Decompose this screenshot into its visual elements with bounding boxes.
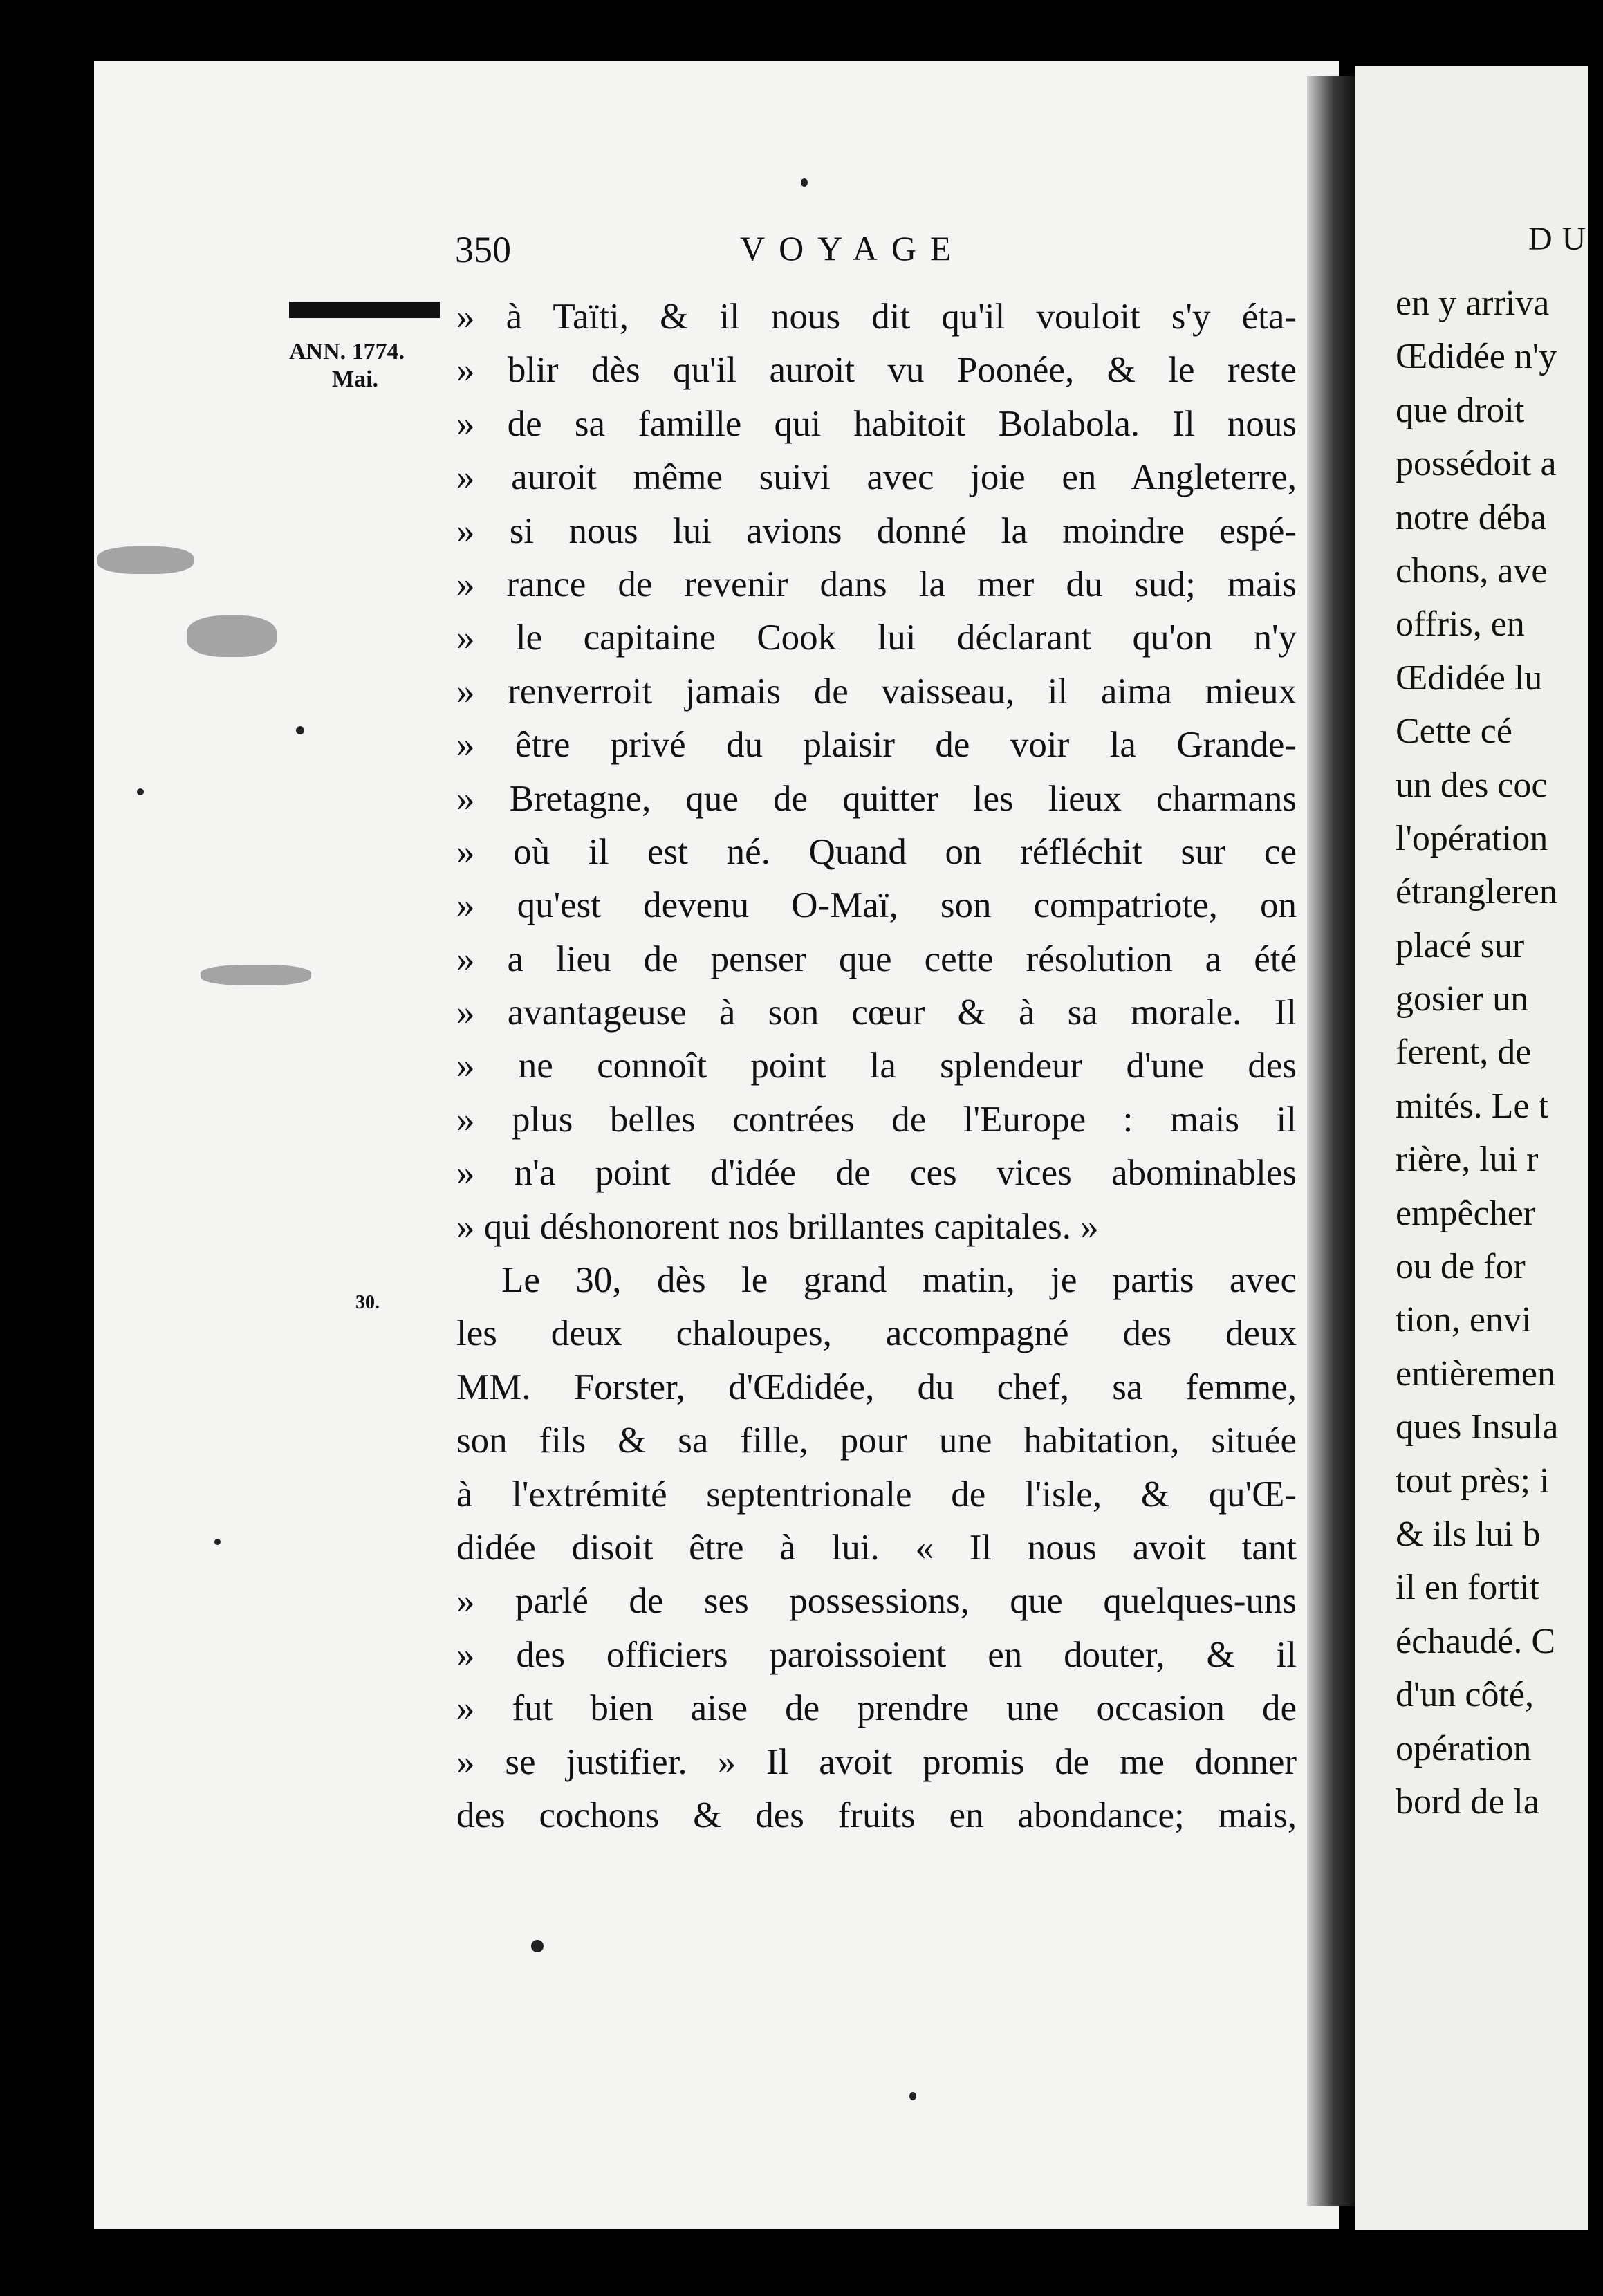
- ink-speck: [137, 788, 144, 795]
- text-line: » blir dès qu'il auroit vu Poonée, & le reste: [456, 350, 1297, 391]
- text-line: » avantageuse à son cœur & à sa morale. Il: [456, 992, 1297, 1033]
- ink-smudge: [187, 615, 277, 657]
- text-line: MM. Forster, d'Œdidée, du chef, sa femme,: [456, 1367, 1297, 1407]
- facing-text-line: bord de la: [1396, 1781, 1539, 1822]
- facing-page-text: [1396, 277, 1603, 1829]
- facing-text-line: empêcher: [1396, 1193, 1536, 1233]
- facing-text-line: mités. Le t: [1396, 1086, 1548, 1126]
- facing-running-title: DU: [1528, 221, 1596, 257]
- text-line: » plus belles contrées de l'Europe : mais il: [456, 1099, 1297, 1140]
- text-line: » le capitaine Cook lui déclarant qu'on n'y: [456, 618, 1297, 658]
- text-line: » ne connoît point la splendeur d'une des: [456, 1046, 1297, 1086]
- ink-speck: [296, 726, 304, 734]
- text-line: » être privé du plaisir de voir la Grande-: [456, 725, 1297, 766]
- margin-note-date: 30.: [355, 1292, 380, 1313]
- text-line: son fils & sa fille, pour une habitation, située: [456, 1420, 1297, 1461]
- ink-speck: [909, 2092, 916, 2100]
- text-line: » qui déshonorent nos brillantes capitales. »: [456, 1206, 1099, 1247]
- text-line: » se justifier. » Il avoit promis de me donner: [456, 1741, 1297, 1782]
- text-line: » parlé de ses possessions, que quelques-uns: [456, 1581, 1297, 1622]
- facing-text-line: ferent, de: [1396, 1033, 1532, 1073]
- facing-text-line: opération: [1396, 1728, 1532, 1768]
- text-line: » a lieu de penser que cette résolution a été: [456, 938, 1297, 979]
- text-line: des cochons & des fruits en abondance; mais,: [456, 1795, 1297, 1835]
- facing-text-line: tion, envi: [1396, 1300, 1532, 1340]
- facing-text-line: tout près; i: [1396, 1461, 1550, 1501]
- facing-text-line: entièremen: [1396, 1353, 1555, 1394]
- facing-text-line: chons, ave: [1396, 550, 1548, 591]
- text-line: » où il est né. Quand on réfléchit sur ce: [456, 831, 1297, 872]
- facing-text-line: Œdidée n'y: [1396, 337, 1557, 377]
- facing-text-line: ques Insula: [1396, 1407, 1559, 1447]
- facing-text-line: l'opération: [1396, 818, 1548, 858]
- facing-text-line: d'un côté,: [1396, 1675, 1534, 1715]
- ink-speck: [531, 1940, 544, 1952]
- text-line: » des officiers paroissoient en douter, & il: [456, 1634, 1297, 1675]
- text-line: » Bretagne, que de quitter les lieux charmans: [456, 778, 1297, 819]
- text-line: » renverroit jamais de vaisseau, il aima mieux: [456, 671, 1297, 712]
- text-line: didée disoit être à lui. « Il nous avoit tant: [456, 1527, 1297, 1568]
- facing-text-line: offris, en: [1396, 604, 1525, 645]
- text-line: » rance de revenir dans la mer du sud; mais: [456, 564, 1297, 604]
- text-line: » n'a point d'idée de ces vices abominables: [456, 1153, 1297, 1194]
- facing-text-line: possédoit a: [1396, 444, 1557, 484]
- facing-text-line: un des coc: [1396, 765, 1548, 805]
- facing-text-line: échaudé. C: [1396, 1621, 1556, 1661]
- facing-text-line: rière, lui r: [1396, 1140, 1539, 1180]
- ink-smudge: [201, 965, 311, 985]
- text-line: » à Taïti, & il nous dit qu'il vouloit s'y éta-: [456, 297, 1297, 337]
- facing-text-line: en y arriva: [1396, 284, 1550, 323]
- ink-smudge: [97, 546, 194, 574]
- ink-speck: [801, 178, 808, 187]
- margin-note-year: ANN. 1774.: [289, 339, 405, 364]
- text-line: » auroit même suivi avec joie en Angleterre,: [456, 457, 1297, 498]
- body-text: [456, 290, 1297, 1842]
- text-line: » si nous lui avions donné la moindre espé-: [456, 510, 1297, 551]
- facing-text-line: & ils lui b: [1396, 1514, 1541, 1554]
- facing-text-line: Œdidée lu: [1396, 658, 1543, 698]
- running-title: VOYAGE: [740, 229, 965, 268]
- facing-text-line: ou de for: [1396, 1247, 1526, 1287]
- facing-text-line: notre déba: [1396, 497, 1547, 537]
- text-line: » de sa famille qui habitoit Bolabola. Il nous: [456, 403, 1297, 444]
- text-line: à l'extrémité septentrionale de l'isle, & qu'Œ-: [456, 1474, 1297, 1515]
- ink-speck: [214, 1539, 221, 1545]
- page-number: 350: [455, 229, 511, 270]
- book-gutter: [1307, 76, 1355, 2206]
- paragraph-start-line: Le 30, dès le grand matin, je partis avec: [501, 1260, 1297, 1301]
- facing-text-line: étrangleren: [1396, 872, 1557, 912]
- facing-text-line: Cette cé: [1396, 712, 1512, 752]
- facing-text-line: placé sur: [1396, 925, 1525, 965]
- text-line: » qu'est devenu O-Maï, son compatriote, on: [456, 885, 1297, 926]
- margin-note-month: Mai.: [332, 367, 379, 392]
- facing-text-line: il en fortit: [1396, 1568, 1539, 1608]
- facing-text-line: que droit: [1396, 390, 1525, 430]
- margin-rule: [289, 302, 440, 318]
- text-line: les deux chaloupes, accompagné des deux: [456, 1313, 1297, 1354]
- facing-text-line: gosier un: [1396, 979, 1529, 1019]
- text-line: » fut bien aise de prendre une occasion de: [456, 1688, 1297, 1729]
